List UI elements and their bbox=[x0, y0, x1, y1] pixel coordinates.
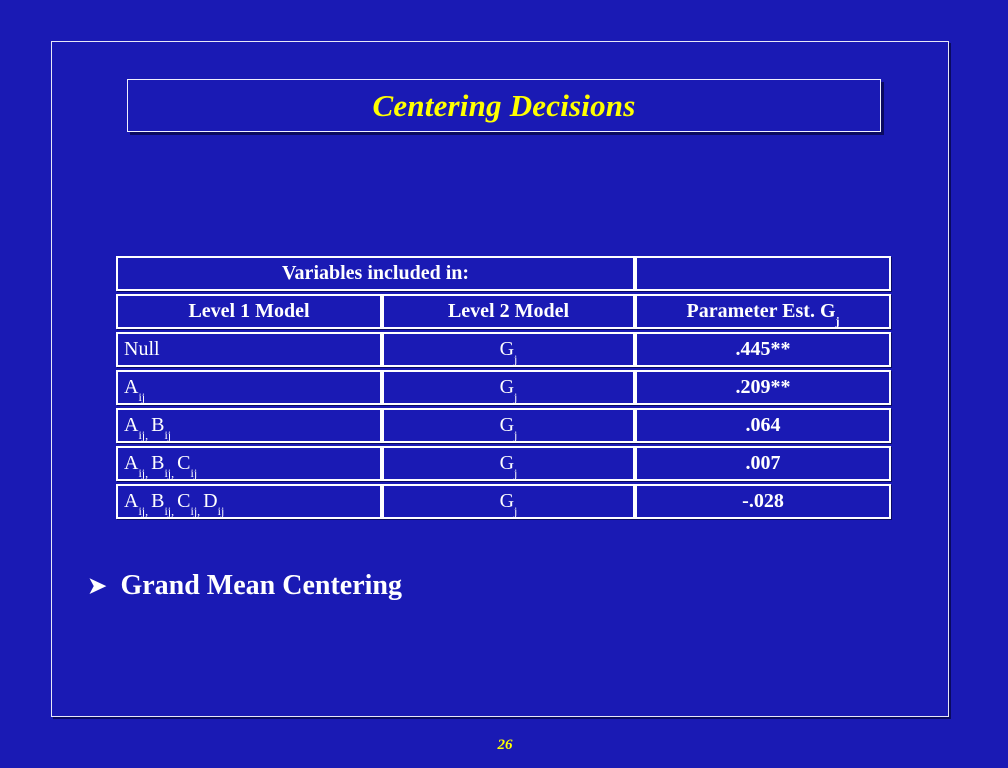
col-header-level2: Level 2 Model bbox=[382, 294, 635, 329]
variable-subscript: ij, bbox=[164, 504, 178, 518]
col-header-param bbox=[635, 294, 891, 329]
bullet-text: Grand Mean Centering bbox=[120, 570, 402, 601]
table-row bbox=[116, 332, 891, 367]
table-row bbox=[116, 408, 891, 443]
arrow-bullet-icon: ➤ bbox=[88, 573, 107, 598]
estimate-cell: .064 bbox=[635, 408, 891, 443]
variable-name: B bbox=[151, 452, 165, 474]
col-header-param-subscript: j bbox=[835, 314, 840, 328]
level2-variable: G bbox=[499, 490, 515, 512]
estimate-cell: -.028 bbox=[635, 484, 891, 519]
level2-subscript: j bbox=[514, 466, 518, 480]
level2-variable: G bbox=[499, 338, 515, 360]
group-header-cell: Variables included in: bbox=[116, 256, 635, 291]
variable-subscript: ij, bbox=[164, 466, 178, 480]
column-header-row bbox=[116, 294, 891, 329]
level2-cell bbox=[382, 370, 635, 405]
page-number: 26 bbox=[497, 737, 513, 753]
level2-cell bbox=[382, 408, 635, 443]
variable-subscript: ij, bbox=[190, 504, 204, 518]
variable-name: C bbox=[177, 490, 191, 512]
variable-name: A bbox=[124, 414, 139, 436]
variable-subscript: ij bbox=[138, 390, 146, 404]
variable-name: Null bbox=[124, 338, 160, 360]
variable-subscript: ij, bbox=[138, 504, 152, 518]
variable-name: B bbox=[151, 414, 165, 436]
level1-cell bbox=[116, 370, 382, 405]
level2-subscript: j bbox=[514, 428, 518, 442]
level1-cell bbox=[116, 332, 382, 367]
group-header-row bbox=[116, 256, 891, 291]
variable-name: D bbox=[203, 490, 218, 512]
level2-variable: G bbox=[499, 376, 515, 398]
empty-header-cell bbox=[635, 256, 891, 291]
level2-cell bbox=[382, 332, 635, 367]
level2-cell bbox=[382, 484, 635, 519]
variable-name: A bbox=[124, 452, 139, 474]
level2-variable: G bbox=[499, 452, 515, 474]
variable-name: C bbox=[177, 452, 191, 474]
variable-subscript: ij bbox=[164, 428, 172, 442]
variable-name: A bbox=[124, 376, 139, 398]
variable-subscript: ij, bbox=[138, 428, 152, 442]
estimate-cell: .445** bbox=[635, 332, 891, 367]
variable-subscript: ij, bbox=[138, 466, 152, 480]
table-row bbox=[116, 370, 891, 405]
level2-subscript: j bbox=[514, 504, 518, 518]
results-table-container bbox=[116, 256, 891, 519]
level2-cell bbox=[382, 446, 635, 481]
level1-cell bbox=[116, 484, 382, 519]
col-header-param-text: Parameter Est. G bbox=[686, 300, 836, 322]
variable-name: B bbox=[151, 490, 165, 512]
level2-subscript: j bbox=[514, 352, 518, 366]
variable-name: A bbox=[124, 490, 139, 512]
variable-subscript: ij bbox=[217, 504, 225, 518]
slide-title: Centering Decisions bbox=[372, 87, 636, 123]
level2-variable: G bbox=[499, 414, 515, 436]
estimate-cell: .007 bbox=[635, 446, 891, 481]
title-box bbox=[127, 79, 881, 132]
level2-subscript: j bbox=[514, 390, 518, 404]
variable-subscript: ij bbox=[190, 466, 198, 480]
bullet-item bbox=[88, 570, 402, 602]
table-row bbox=[116, 484, 891, 519]
level1-cell bbox=[116, 408, 382, 443]
results-table bbox=[116, 256, 891, 519]
col-header-level1: Level 1 Model bbox=[116, 294, 382, 329]
table-row bbox=[116, 446, 891, 481]
level1-cell bbox=[116, 446, 382, 481]
estimate-cell: .209** bbox=[635, 370, 891, 405]
